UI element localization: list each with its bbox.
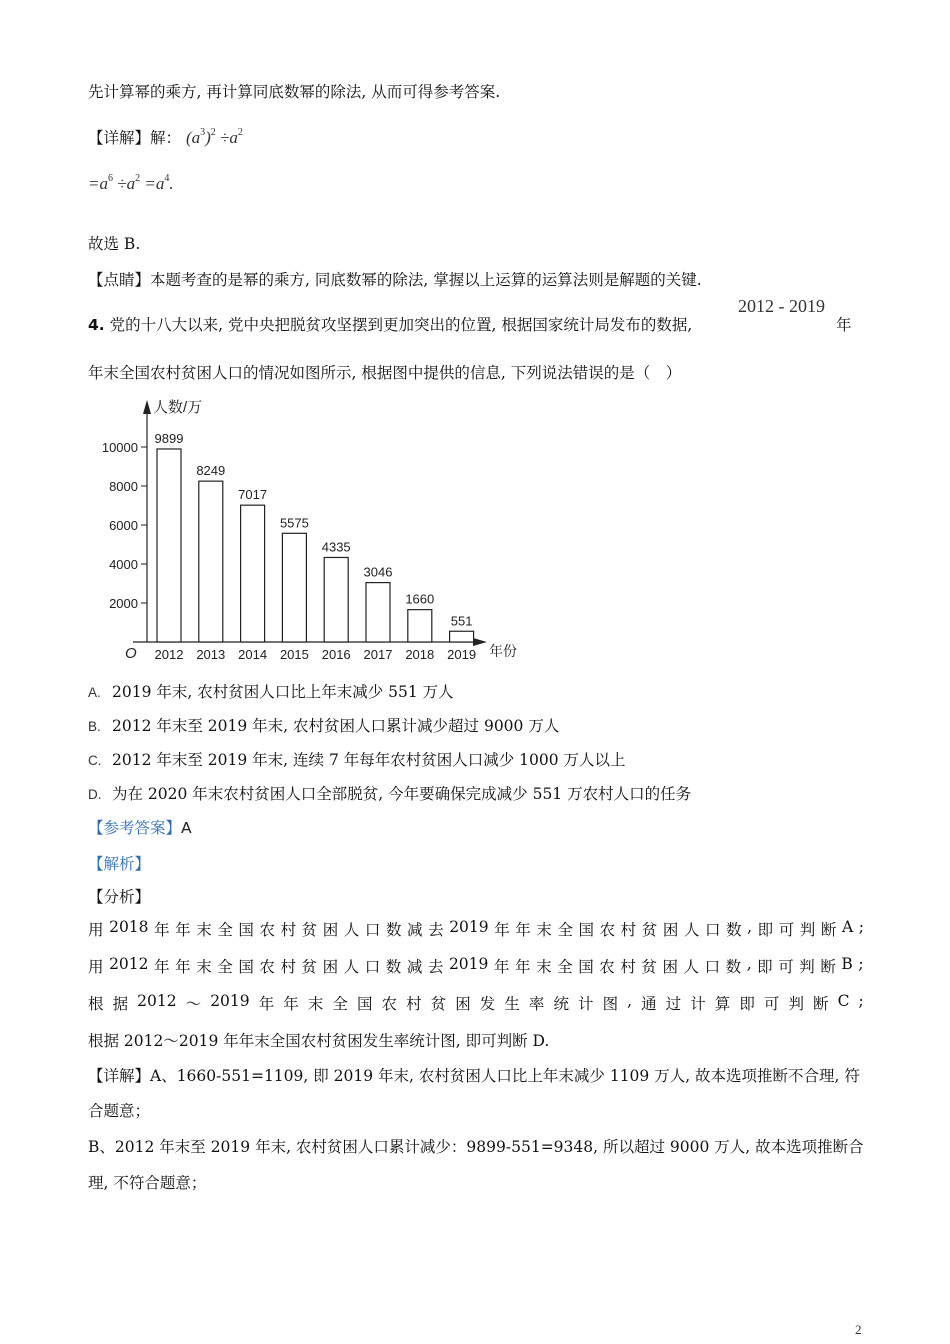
analysis-token: 用 bbox=[88, 958, 104, 976]
analysis-token: 年 bbox=[515, 958, 531, 976]
analysis-token: 全 bbox=[217, 921, 233, 939]
analysis-token: 贫 bbox=[301, 958, 318, 976]
analysis-token: 口 bbox=[364, 958, 381, 976]
bar-2013 bbox=[199, 481, 223, 642]
analysis-token: C bbox=[837, 992, 850, 1010]
analysis-token: 国 bbox=[356, 995, 373, 1013]
y-tick-label: 8000 bbox=[109, 479, 138, 494]
x-tick-label: 2014 bbox=[238, 647, 268, 662]
analysis-token: 农 bbox=[259, 921, 275, 939]
analysis-token: 贫 bbox=[430, 995, 447, 1013]
expression-1: $(a^3)^2 \div a^2$ bbox=[185, 127, 243, 147]
analysis-token: 国 bbox=[578, 921, 595, 939]
analysis-token: 数 bbox=[385, 921, 402, 939]
analysis-token: 国 bbox=[578, 958, 594, 976]
bar-2014 bbox=[241, 505, 265, 642]
data-label-2019: 551 bbox=[450, 613, 473, 629]
analysis-token: 村 bbox=[620, 921, 637, 939]
analysis-token: 可 bbox=[763, 995, 780, 1013]
data-label-2017: 3046 bbox=[363, 564, 393, 580]
analysis-token: 国 bbox=[238, 958, 254, 976]
analysis-token: 2018 bbox=[109, 918, 149, 936]
analysis-token: 末 bbox=[307, 995, 324, 1013]
analysis-token: 数 bbox=[385, 958, 402, 976]
analysis-token: 生 bbox=[504, 995, 520, 1013]
analysis-token: 困 bbox=[322, 921, 339, 939]
analysis-token: 2012 bbox=[109, 955, 149, 973]
analysis-token: 贫 bbox=[641, 958, 657, 976]
analysis-token: 判 bbox=[799, 921, 816, 939]
jiexi-label: 【解析】 bbox=[88, 855, 151, 873]
analysis-token: 贫 bbox=[301, 921, 318, 939]
analysis-token: 据 bbox=[112, 995, 129, 1013]
analysis-token: 2012 bbox=[137, 992, 177, 1010]
bar-2015 bbox=[282, 533, 306, 642]
analysis-token: 图 bbox=[602, 995, 619, 1013]
analysis-token: 年 bbox=[493, 958, 510, 976]
analysis-token: ; bbox=[858, 992, 864, 1010]
analysis-line-3 bbox=[88, 992, 864, 1014]
analysis-token: 算 bbox=[714, 995, 731, 1013]
x-tick-label: 2018 bbox=[405, 647, 435, 662]
option-b[interactable]: B. 2012 年末至 2019 年末, 农村贫困人口累计减少超过 9000 万人 bbox=[88, 717, 560, 735]
analysis-token: 数 bbox=[725, 958, 742, 976]
analysis-token: 过 bbox=[665, 995, 682, 1013]
analysis-token: 断 bbox=[813, 995, 829, 1013]
analysis-token: ～ bbox=[185, 995, 202, 1013]
analysis-token: 全 bbox=[557, 958, 573, 976]
analysis-token: 农 bbox=[599, 958, 615, 976]
data-label-2014: 7017 bbox=[238, 487, 268, 503]
analysis-token: 村 bbox=[406, 995, 422, 1013]
analysis-token: 断 bbox=[820, 958, 836, 976]
analysis-token: 率 bbox=[528, 995, 545, 1013]
data-label-2015: 5575 bbox=[279, 515, 309, 531]
data-label-2016: 4335 bbox=[321, 539, 351, 555]
y-axis-title: 人数/万 bbox=[153, 399, 203, 416]
detail-a-line-1: 【详解】A、1660-551=1109, 即 2019 年末, 农村贫困人口比上年末减少 1109 万人, 故本选项推断不合理, 符 bbox=[88, 1067, 860, 1085]
analysis-token: 末 bbox=[196, 958, 212, 976]
analysis-token: 即 bbox=[739, 995, 755, 1013]
analysis-token: 可 bbox=[778, 958, 794, 976]
analysis-token: , bbox=[627, 992, 633, 1010]
analysis-token: 去 bbox=[427, 958, 444, 976]
detail-b-line-1: B、2012 年末至 2019 年末, 农村贫困人口累计减少：9899-551=9348, 所以超过 9000 万人, 故本选项推断合 bbox=[88, 1138, 864, 1156]
analysis-token: 困 bbox=[322, 958, 339, 976]
question-stem-line-2: 年末全国农村贫困人口的情况如图所示, 根据图中提供的信息, 下列说法错误的是（ ） bbox=[88, 364, 682, 382]
analysis-token: 村 bbox=[280, 958, 296, 976]
analysis-token: 村 bbox=[280, 921, 297, 939]
hint-line: 先计算幂的乘方, 再计算同底数幂的除法, 从而可得参考答案. bbox=[88, 83, 501, 101]
y-tick-label: 10000 bbox=[101, 440, 138, 455]
analysis-token: 可 bbox=[778, 921, 795, 939]
page-number: 2 bbox=[855, 1322, 862, 1337]
analysis-token: 2019 bbox=[210, 992, 250, 1010]
analysis-token: 年 bbox=[258, 995, 275, 1013]
analysis-token: 全 bbox=[332, 995, 348, 1013]
option-a[interactable]: A. 2019 年末, 农村贫困人口比上年末减少 551 万人 bbox=[88, 683, 454, 701]
y-tick-label: 6000 bbox=[109, 518, 138, 533]
analysis-token: 年 bbox=[515, 921, 531, 939]
y-axis-arrow bbox=[143, 400, 151, 414]
detail-a-line-2: 合题意； bbox=[88, 1102, 151, 1120]
analysis-token: 人 bbox=[343, 958, 360, 976]
x-axis-title: 年份 bbox=[489, 643, 517, 659]
analysis-token: 年 bbox=[494, 921, 510, 939]
analysis-token: 年 bbox=[154, 958, 170, 976]
bar-2018 bbox=[408, 610, 432, 642]
bar-2016 bbox=[324, 557, 348, 642]
analysis-token: 判 bbox=[788, 995, 804, 1013]
analysis-token: 农 bbox=[381, 995, 398, 1013]
analysis-token: , bbox=[747, 918, 753, 936]
analysis-token: 人 bbox=[683, 958, 700, 976]
analysis-token: 用 bbox=[88, 921, 104, 939]
analysis-token: 口 bbox=[704, 958, 721, 976]
x-tick-label: 2016 bbox=[321, 647, 351, 662]
analysis-token: 口 bbox=[704, 921, 721, 939]
x-tick-label: 2017 bbox=[363, 647, 393, 662]
analysis-token: 即 bbox=[757, 921, 774, 939]
analysis-token: 年 bbox=[154, 921, 170, 939]
analysis-token: ; bbox=[858, 955, 864, 973]
bar-2017 bbox=[366, 583, 390, 642]
analysis-token: 末 bbox=[536, 958, 552, 976]
bar-chart bbox=[95, 392, 535, 667]
analysis-token: 困 bbox=[455, 995, 471, 1013]
data-label-2018: 1660 bbox=[405, 591, 435, 607]
analysis-token: 判 bbox=[799, 958, 815, 976]
analysis-token: ; bbox=[858, 918, 864, 936]
fenxi-label: 【分析】 bbox=[88, 888, 151, 906]
detail-label: 【详解】解： bbox=[88, 129, 182, 147]
x-tick-label: 2012 bbox=[154, 647, 184, 662]
analysis-token: 人 bbox=[343, 921, 360, 939]
analysis-token: 计 bbox=[690, 995, 706, 1013]
y-tick-label: 4000 bbox=[109, 557, 138, 572]
question-stem-line-1: 4. 党的十八大以来, 党中央把脱贫攻坚摆到更加突出的位置, 根据国家统计局发布的数据, bbox=[88, 316, 693, 334]
analysis-token: 去 bbox=[428, 921, 444, 939]
x-tick-label: 2013 bbox=[196, 647, 226, 662]
analysis-token: 通 bbox=[641, 995, 657, 1013]
year-range: 2012 - 2019 bbox=[738, 296, 825, 316]
analysis-token: 农 bbox=[599, 921, 616, 939]
bar-2019 bbox=[450, 631, 474, 642]
analysis-token: 困 bbox=[662, 958, 678, 976]
analysis-token: 年 bbox=[283, 995, 299, 1013]
question-number: 4. bbox=[88, 316, 105, 334]
analysis-token: 村 bbox=[620, 958, 636, 976]
analysis-token: 统 bbox=[553, 995, 569, 1013]
analysis-line-2 bbox=[88, 955, 864, 977]
analysis-token: 口 bbox=[364, 921, 381, 939]
analysis-token: 2019 bbox=[448, 955, 489, 973]
x-tick-label: 2015 bbox=[279, 647, 309, 662]
analysis-token: 贫 bbox=[641, 921, 658, 939]
analysis-line-1 bbox=[88, 918, 864, 940]
x-axis-arrow bbox=[473, 638, 487, 646]
analysis-token: 发 bbox=[479, 995, 496, 1013]
y-tick-label: 2000 bbox=[109, 596, 138, 611]
analysis-token: 减 bbox=[406, 958, 423, 976]
choice-line: 故选 B. bbox=[88, 235, 141, 253]
detail-b-line-2: 理, 不符合题意； bbox=[88, 1174, 207, 1192]
analysis-token: 减 bbox=[407, 921, 423, 939]
analysis-token: 农 bbox=[259, 958, 275, 976]
option-d[interactable]: D. 为在 2020 年末农村贫困人口全部脱贫, 今年要确保完成减少 551 万农村人口的任务 bbox=[88, 785, 692, 803]
analysis-token: 2019 bbox=[449, 918, 489, 936]
analysis-token: 年 bbox=[175, 921, 191, 939]
year-suffix: 年 bbox=[836, 316, 852, 334]
analysis-token: 全 bbox=[217, 958, 233, 976]
analysis-token: A bbox=[841, 918, 854, 936]
analysis-token: 全 bbox=[557, 921, 573, 939]
option-c[interactable]: C. 2012 年末至 2019 年末, 连续 7 年每年农村贫困人口减少 1000 万人以上 bbox=[88, 751, 626, 769]
analysis-token: 人 bbox=[683, 921, 700, 939]
analysis-line-4: 根据 2012～2019 年年末全国农村贫困发生率统计图, 即可判断 D. bbox=[88, 1032, 550, 1050]
data-label-2013: 8249 bbox=[196, 463, 226, 479]
analysis-token: 国 bbox=[238, 921, 254, 939]
analysis-token: 数 bbox=[726, 921, 742, 939]
bar-2012 bbox=[157, 449, 181, 642]
analysis-token: 即 bbox=[757, 958, 773, 976]
origin-label: O bbox=[125, 645, 137, 662]
answer-line: 【参考答案】A bbox=[88, 819, 192, 837]
detail-expression-line bbox=[88, 126, 243, 148]
analysis-token: 断 bbox=[820, 921, 837, 939]
data-label-2012: 9899 bbox=[154, 430, 184, 446]
analysis-token: 困 bbox=[662, 921, 679, 939]
analysis-token: B bbox=[841, 955, 853, 973]
analysis-token: 年 bbox=[175, 958, 191, 976]
expression-2: $=a^6 \div a^2 =a^4$. bbox=[88, 173, 174, 193]
x-tick-label: 2019 bbox=[447, 647, 477, 662]
analysis-token: 末 bbox=[536, 921, 552, 939]
analysis-token: 根 bbox=[88, 995, 104, 1013]
analysis-token: , bbox=[746, 955, 752, 973]
analysis-token: 计 bbox=[578, 995, 594, 1013]
dianjing-line: 【点睛】本题考查的是幂的乘方, 同底数幂的除法, 掌握以上运算的运算法则是解题的关键. bbox=[88, 271, 702, 289]
analysis-token: 末 bbox=[196, 921, 212, 939]
